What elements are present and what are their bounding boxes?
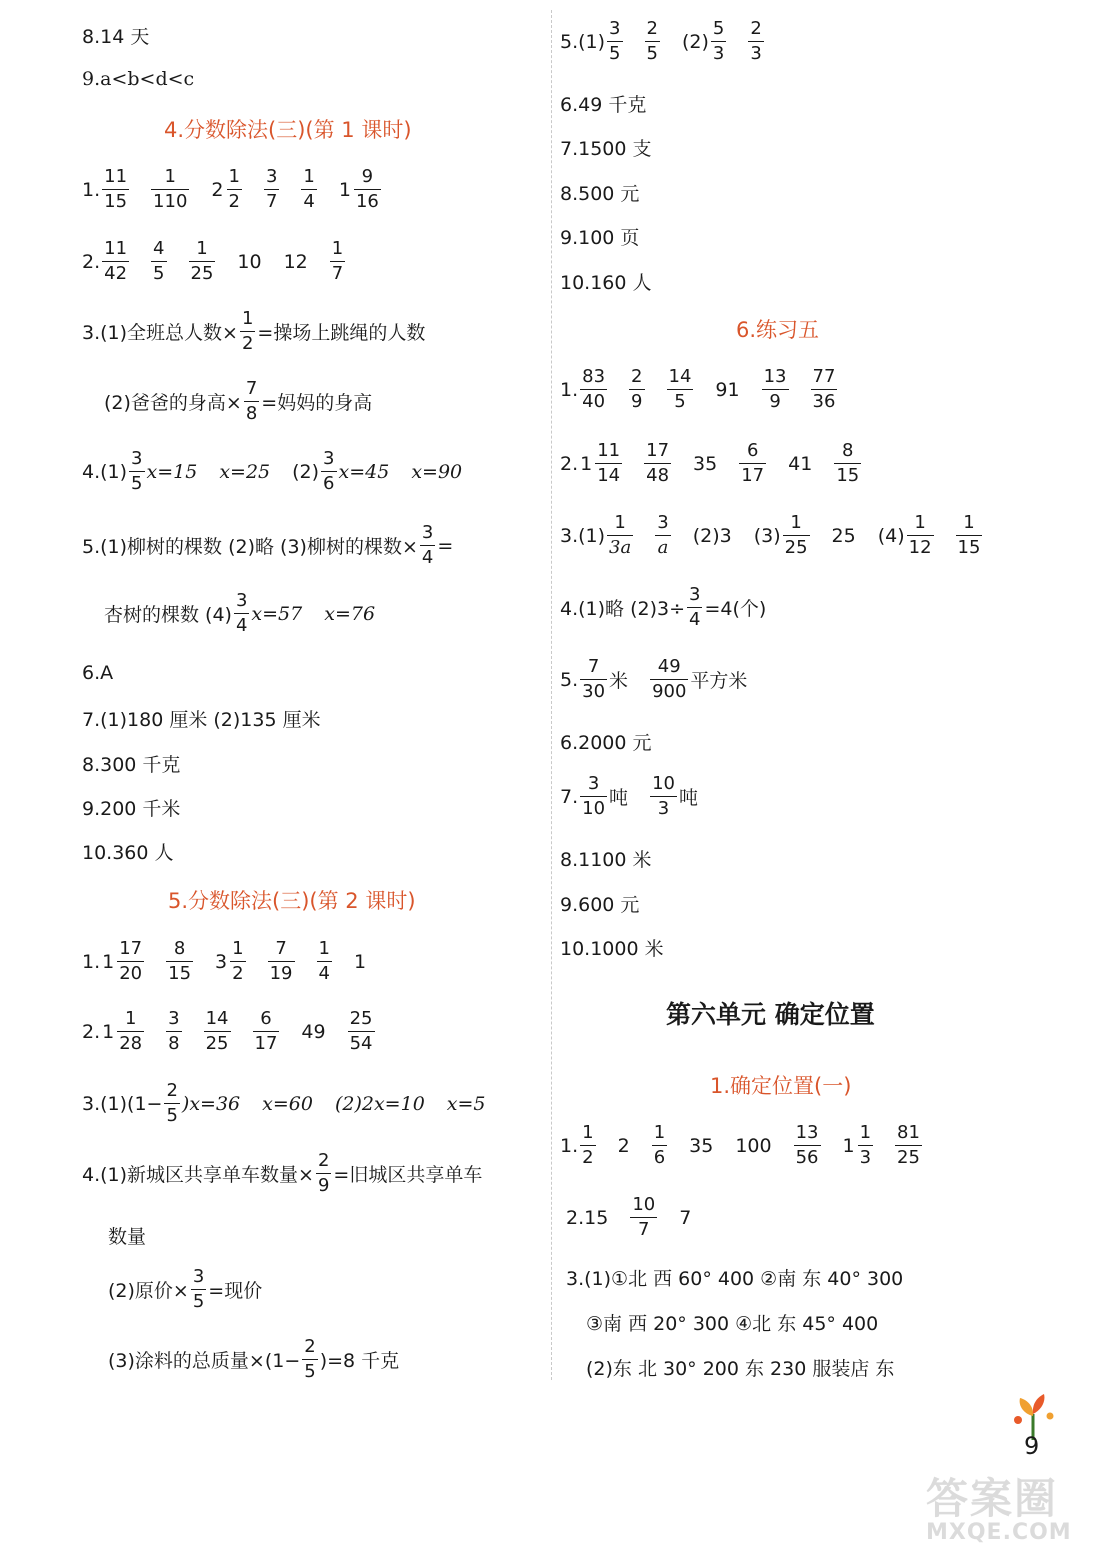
answer-r6: 6.49 千克 — [560, 94, 647, 116]
answer-5-3: 3.(1)(1− $\frac{2}{5}$ )x=36 x=60 (2)2x=10 x=5 — [82, 1080, 486, 1126]
answer-6-7: 7. $\frac{3}{10}$ 吨 $\frac{10}{3}$ 吨 — [560, 773, 698, 819]
answer-u6-3-line1: 3.(1)①北 西 60° 400 ②南 东 40° 300 — [566, 1268, 904, 1290]
answer-6-8: 8.1100 米 — [560, 849, 652, 871]
answer-4-9: 9.200 千米 — [82, 798, 181, 820]
fraction: $\frac{1}{4}$ — [303, 166, 315, 212]
answer-4-5-line1: 5.(1)柳树的棵数 (2)略 (3)柳树的棵数× $\frac{3}{4}$ = — [82, 522, 454, 568]
answer-6-9: 9.600 元 — [560, 894, 640, 916]
answer-4-7: 7.(1)180 厘米 (2)135 厘米 — [82, 709, 321, 731]
watermark-logo — [926, 1466, 1086, 1545]
answer-r5: 5.(1) $\frac{3}{5}$ $\frac{2}{5}$ (2) $\frac{5}{3}$ $\frac{2}{3}$ — [560, 18, 762, 64]
answer-5-4-1-cont: 数量 — [108, 1226, 147, 1248]
answer-u6-2: 2.15 $\frac{10}{7}$ 7 — [566, 1194, 692, 1240]
mixed-number: 2 $\frac{1}{2}$ — [211, 166, 240, 212]
answer-r8: 8.500 元 — [560, 183, 640, 205]
answer-r9: 9.100 页 — [560, 227, 640, 249]
watermark-line2: MXQE.COM — [926, 1520, 1072, 1545]
answer-4-1: 1. $\frac{11}{15}$ $\frac{1}{110}$ 2 $\frac{1}{2}$ $\frac{3}{7}$ $\frac{1}{4}$ 1 $\frac{9}{16}$ — [82, 166, 379, 212]
answer-6-10: 10.1000 米 — [560, 938, 664, 960]
answer-4-10: 10.360 人 — [82, 842, 174, 864]
section-title-4: 4.分数除法(三)(第 1 课时) — [164, 118, 412, 142]
answer-6-5: 5. $\frac{7}{30}$ 米 $\frac{49}{900}$ 平方米 — [560, 656, 748, 702]
answer-4-6: 6.A — [82, 662, 114, 684]
answer-u6-3-line2: ③南 西 20° 300 ④北 东 45° 400 — [586, 1313, 879, 1335]
answer-u6-1: 1. $\frac{1}{2}$ 2 $\frac{1}{6}$ 35 100 $\frac{13}{56}$ 1 $\frac{1}{3}$ $\frac{81}{25}$ — [560, 1122, 920, 1168]
answer-6-3: 3.(1) $\frac{1}{3a}$ $\frac{3}{a}$ (2)3 (3) $\frac{1}{25}$ 25 (4) $\frac{1}{12}$ $\frac{1}{15}$ — [560, 512, 981, 558]
answer-r7: 7.1500 支 — [560, 138, 652, 160]
answer-5-4-2: (2)原价× $\frac{3}{5}$ =现价 — [108, 1266, 263, 1312]
section-title-5: 5.分数除法(三)(第 2 课时) — [168, 889, 416, 913]
fraction: $\frac{1}{110}$ — [153, 166, 188, 212]
section-title-6-1: 1.确定位置(一) — [710, 1074, 852, 1098]
answer-4-5-line2: 杏树的棵数 (4) $\frac{3}{4}$ x=57 x=76 — [104, 590, 376, 636]
unit-title: 第六单元 确定位置 — [666, 1000, 875, 1029]
answer-u6-3-line3: (2)东 北 30° 200 东 230 服装店 东 — [586, 1358, 895, 1380]
page-number: 9 — [1024, 1432, 1040, 1460]
answer-5-4-3: (3)涂料的总质量×(1− $\frac{2}{5}$ )=8 千克 — [108, 1336, 400, 1382]
mixed-number: 1 $\frac{9}{16}$ — [338, 166, 379, 212]
answer-4-4: 4.(1) $\frac{3}{5}$ x=15 x=25 (2) $\frac{3}{6}$ x=45 x=90 — [82, 448, 463, 494]
answer-4-8: 8.300 千克 — [82, 754, 181, 776]
answer-4-2: 2. $\frac{11}{42}$ $\frac{4}{5}$ $\frac{1}{25}$ 10 12 $\frac{1}{7}$ — [82, 238, 344, 284]
fraction: $\frac{3}{7}$ — [265, 166, 278, 212]
answer-6-4: 4.(1)略 (2)3÷ $\frac{3}{4}$ =4(个) — [560, 584, 767, 630]
answer-5-1: 1. 1 $\frac{17}{20}$ $\frac{8}{15}$ 3 $\frac{1}{2}$ $\frac{7}{19}$ $\frac{1}{4}$ 1 — [82, 938, 367, 984]
column-divider — [551, 10, 552, 1380]
fraction: $\frac{11}{15}$ — [104, 166, 128, 212]
answer-6-2: 2. 1 $\frac{11}{14}$ $\frac{17}{48}$ 35 $\frac{6}{17}$ 41 $\frac{8}{15}$ — [560, 440, 860, 486]
answer-4-3-1: 3.(1)全班总人数× $\frac{1}{2}$ =操场上跳绳的人数 — [82, 308, 426, 354]
answer-6-1: 1. $\frac{83}{40}$ $\frac{2}{9}$ $\frac{14}{5}$ 91 $\frac{13}{9}$ $\frac{77}{36}$ — [560, 366, 836, 412]
watermark-line1: 答案圈 — [926, 1474, 1059, 1523]
section-title-6: 6.练习五 — [736, 318, 820, 342]
answer-9: 9.a<b<d<c — [82, 68, 195, 90]
answer-6-6: 6.2000 元 — [560, 732, 652, 754]
answer-8: 8.14 天 — [82, 26, 150, 48]
answer-4-3-2: (2)爸爸的身高× $\frac{7}{8}$ =妈妈的身高 — [104, 378, 373, 424]
answer-5-4-1: 4.(1)新城区共享单车数量× $\frac{2}{9}$ =旧城区共享单车 — [82, 1150, 483, 1196]
answer-r10: 10.160 人 — [560, 272, 652, 294]
answer-5-2: 2. 1 $\frac{1}{28}$ $\frac{3}{8}$ $\frac{14}{25}$ $\frac{6}{17}$ 49 $\frac{25}{54}$ — [82, 1008, 373, 1054]
